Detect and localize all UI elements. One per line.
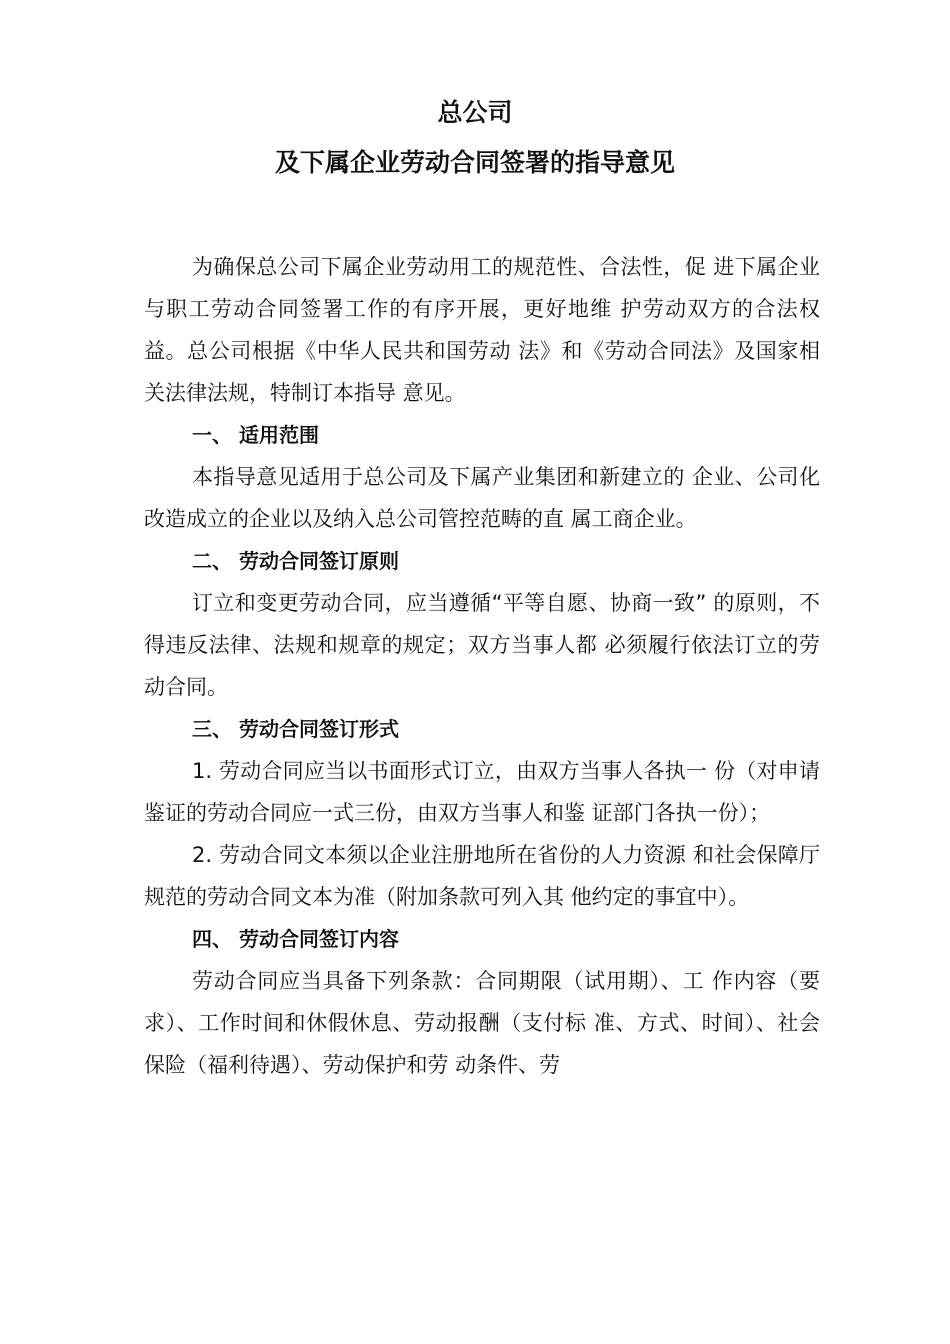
document-title-line1: 总公司 (437, 98, 513, 127)
section-paragraph: 2. 劳动合同文本须以企业注册地所在省份的人力资源 和社会保障厅规范的劳动合同文本为准（附加条款可列入其 他约定的事宜中）。 (144, 843, 820, 909)
document-body (144, 246, 820, 1086)
section-paragraph: 本指导意见适用于总公司及下属产业集团和新建立的 企业、公司化改造成立的企业以及纳入总公司管控范畴的直 属工商企业。 (144, 465, 820, 531)
section-paragraph: 1. 劳动合同应当以书面形式订立，由双方当事人各执一 份（对申请鉴证的劳动合同应一式三份，由双方当事人和鉴 证部门各执一份）； (144, 759, 820, 825)
section-heading: 二、 劳动合同签订原则 (192, 549, 399, 573)
section-paragraph: 订立和变更劳动合同，应当遵循“平等自愿、协商一致” 的原则，不得违反法律、法规和规章的规定；双方当事人都 必须履行依法订立的劳动合同。 (144, 591, 820, 699)
section-heading: 四、 劳动合同签订内容 (192, 927, 399, 951)
document-title-line2: 及下属企业劳动合同签署的指导意见 (274, 148, 675, 177)
intro-paragraph: 为确保总公司下属企业劳动用工的规范性、合法性，促 进下属企业与职工劳动合同签署工作的有序开展，更好地维 护劳动双方的合法权益。总公司根据《中华人民共和国劳动 法》和《劳动合同法》及国家相关法律法规，特制订本指导 意见。 (144, 255, 820, 405)
section-principles (144, 540, 820, 708)
section-scope (144, 414, 820, 540)
section-content (144, 918, 820, 1086)
section-heading: 一、 适用范围 (192, 423, 319, 447)
section-heading: 三、 劳动合同签订形式 (192, 717, 399, 741)
section-form (144, 708, 820, 918)
section-paragraph: 劳动合同应当具备下列条款：合同期限（试用期）、工 作内容（要求）、工作时间和休假休息、劳动报酬（支付标 准、方式、时间）、社会保险（福利待遇）、劳动保护和劳 动条件、劳 (144, 969, 820, 1077)
